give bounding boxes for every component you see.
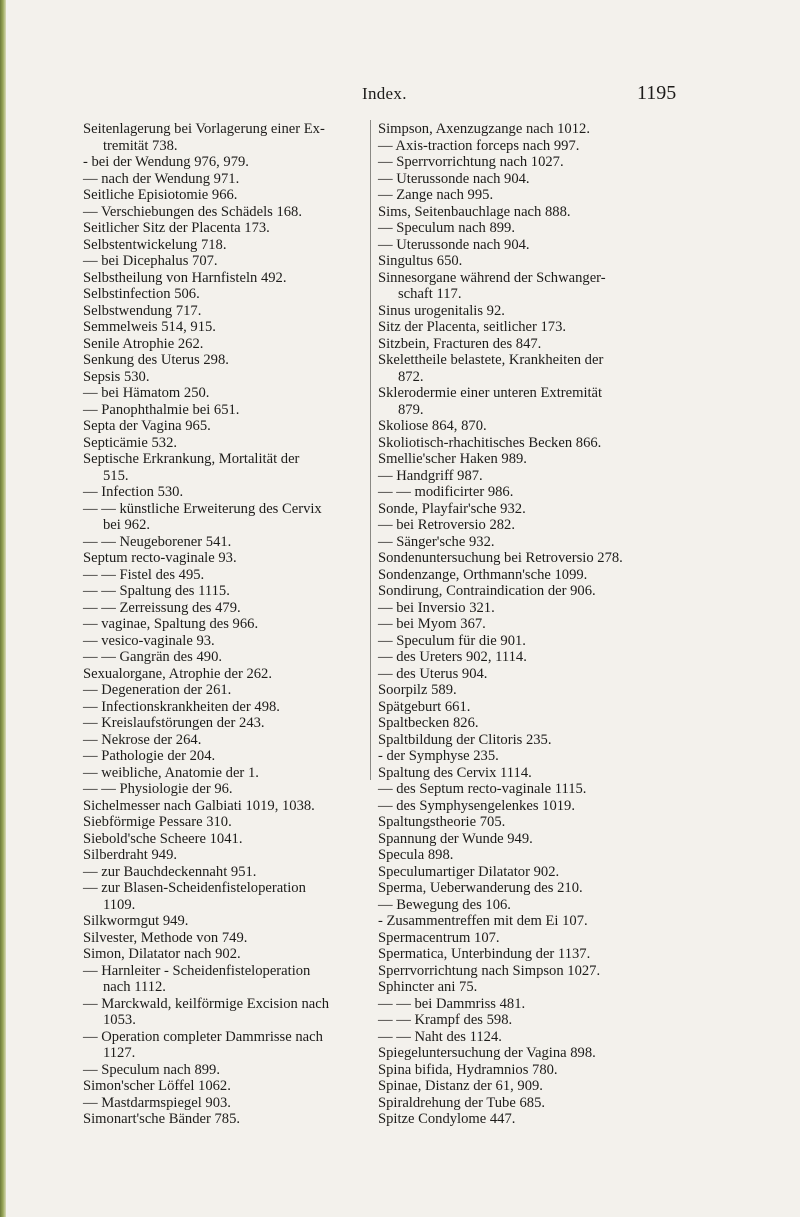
page-number: 1195	[637, 82, 677, 104]
index-entry: — Nekrose der 264.	[83, 731, 202, 748]
index-entry: — bei Hämatom 250.	[83, 385, 210, 401]
index-entry: — bei Retroversio 282.	[378, 517, 515, 533]
index-entry: — Verschiebungen des Schädels 168.	[83, 203, 302, 220]
index-entry: — Operation completer Dammrisse nach	[83, 1028, 323, 1045]
index-entry: Sondenzange, Orthmann'sche 1099.	[378, 566, 588, 583]
index-entry: Sklerodermie einer unteren Extremität	[378, 385, 603, 401]
index-entry: — — Fistel des 495.	[83, 566, 205, 583]
index-entry: Sitz der Placenta, seitlicher 173.	[378, 319, 567, 335]
index-entry: — — modificirter 986.	[378, 484, 514, 500]
index-entry: — Marckwald, keilförmige Excision nach	[83, 995, 329, 1012]
index-entry: Sperrvorrichtung nach Simpson 1027.	[378, 962, 601, 979]
index-entry: Spiraldrehung der Tube 685.	[378, 1094, 546, 1111]
index-column-left	[83, 121, 368, 1128]
index-entry: Septicämie 532.	[83, 434, 178, 451]
index-entry: — des Ureters 902, 1114.	[378, 649, 527, 665]
index-entry: — Zange nach 995.	[378, 187, 494, 203]
index-entry: - bei der Wendung 976, 979.	[83, 154, 249, 170]
index-entry: Sexualorgane, Atrophie der 262.	[83, 665, 272, 682]
index-entry: Senile Atrophie 262.	[83, 335, 204, 352]
index-entry: — — Gangrän des 490.	[83, 649, 223, 665]
index-entry: Sims, Seitenbauchlage nach 888.	[378, 203, 571, 220]
index-entry: — — Neugeborener 541.	[83, 533, 232, 550]
index-entry: Spiegeluntersuchung der Vagina 898.	[378, 1045, 596, 1061]
index-entry: — Infectionskrankheiten der 498.	[83, 698, 280, 715]
index-entry: — bei Inversio 321.	[378, 599, 495, 616]
index-entry: Sinus urogenitalis 92.	[378, 302, 505, 319]
index-entry: — Degeneration der 261.	[83, 682, 232, 698]
index-entry: Spätgeburt 661.	[378, 698, 471, 715]
index-column-right	[378, 121, 678, 1128]
index-entry: Smellie'scher Haken 989.	[378, 451, 527, 467]
index-entry: Singultus 650.	[378, 253, 463, 269]
page-edge	[0, 0, 6, 1217]
index-entry: Spannung der Wunde 949.	[378, 830, 533, 847]
index-entry: Siebold'sche Scheere 1041.	[83, 830, 243, 847]
index-entry: — Kreislaufstörungen der 243.	[83, 715, 265, 731]
index-entry: — — Zerreissung des 479.	[83, 599, 241, 616]
index-entry: Speculumartiger Dilatator 902.	[378, 863, 560, 880]
index-entry: — nach der Wendung 971.	[83, 170, 240, 187]
index-entry: — des Septum recto-vaginale 1115.	[378, 781, 587, 797]
column-divider	[370, 120, 371, 780]
index-entry: Seitenlagerung bei Vorlagerung einer Ex-	[83, 121, 325, 137]
index-entry: — bei Myom 367.	[378, 616, 486, 632]
index-entry: — vesico-vaginale 93.	[83, 632, 215, 649]
index-entry: - der Symphyse 235.	[378, 748, 499, 764]
index-entry: Sinnesorgane während der Schwanger-	[378, 269, 606, 286]
index-entry: Selbstwendung 717.	[83, 302, 202, 319]
page-header	[0, 84, 800, 108]
index-entry: Sepsis 530.	[83, 368, 150, 385]
index-entry: — zur Blasen-Scheidenfisteloperation	[83, 880, 306, 896]
index-entry: 1109.	[103, 896, 136, 913]
index-entry: nach 1112.	[103, 979, 166, 995]
index-entry: — — Physiologie der 96.	[83, 781, 233, 797]
index-entry: — — Spaltung des 1115.	[83, 583, 230, 599]
index-entry: Silberdraht 949.	[83, 847, 178, 863]
index-entry: Selbstentwickelung 718.	[83, 236, 227, 253]
index-entry: Sonde, Playfair'sche 932.	[378, 500, 526, 517]
index-entry: Silkwormgut 949.	[83, 913, 189, 929]
index-entry: 879.	[398, 401, 424, 418]
index-entry: Seitliche Episiotomie 966.	[83, 187, 238, 203]
index-entry: Spaltung des Cervix 1114.	[378, 764, 532, 781]
index-entry: — Bewegung des 106.	[378, 896, 511, 913]
index-entry: Spina bifida, Hydramnios 780.	[378, 1061, 558, 1078]
index-entry: Siebförmige Pessare 310.	[83, 814, 232, 830]
index-entry: 872.	[398, 368, 424, 385]
index-entry: Seitlicher Sitz der Placenta 173.	[83, 220, 270, 236]
index-entry: — Panophthalmie bei 651.	[83, 401, 240, 418]
index-entry: — Uterussonde nach 904.	[378, 236, 530, 253]
index-entry: Sichelmesser nach Galbiati 1019, 1038.	[83, 797, 315, 814]
index-entry: Sperma, Ueberwanderung des 210.	[378, 880, 583, 896]
index-entry: — zur Bauchdeckennaht 951.	[83, 863, 257, 880]
index-entry: — Speculum nach 899.	[378, 220, 515, 236]
index-entry: Spermacentrum 107.	[378, 929, 500, 946]
index-entry: — Harnleiter - Scheidenfisteloperation	[83, 962, 311, 979]
index-entry: — weibliche, Anatomie der 1.	[83, 764, 259, 781]
index-entry: Silvester, Methode von 749.	[83, 929, 248, 946]
index-entry: 515.	[103, 467, 129, 484]
index-entry: — bei Dicephalus 707.	[83, 253, 218, 269]
index-entry: — Uterussonde nach 904.	[378, 170, 530, 187]
index-entry: — — Naht des 1124.	[378, 1028, 502, 1045]
index-entry: Septum recto-vaginale 93.	[83, 550, 237, 566]
index-entry: Simpson, Axenzugzange nach 1012.	[378, 121, 590, 137]
index-entry: Soorpilz 589.	[378, 682, 457, 698]
index-entry: Septische Erkrankung, Mortalität der	[83, 451, 300, 467]
index-entry: Selbstinfection 506.	[83, 286, 200, 302]
index-entry: - Zusammentreffen mit dem Ei 107.	[378, 913, 588, 929]
index-entry: Skoliose 864, 870.	[378, 418, 487, 434]
index-entry: Skelettheile belastete, Krankheiten der	[378, 352, 604, 368]
index-entry: — des Symphysengelenkes 1019.	[378, 797, 575, 814]
index-entry: — Handgriff 987.	[378, 467, 483, 484]
index-entry: Sitzbein, Fracturen des 847.	[378, 335, 542, 352]
index-entry: 1053.	[103, 1012, 136, 1028]
index-entry: Skoliotisch-rhachitisches Becken 866.	[378, 434, 602, 451]
index-entry: — Sperrvorrichtung nach 1027.	[378, 154, 564, 170]
index-entry: — Axis-traction forceps nach 997.	[378, 137, 580, 154]
index-entry: — Sänger'sche 932.	[378, 533, 495, 550]
index-entry: — Mastdarmspiegel 903.	[83, 1094, 231, 1111]
index-entry: Septa der Vagina 965.	[83, 418, 211, 434]
index-entry: Senkung des Uterus 298.	[83, 352, 229, 368]
index-entry: Sondirung, Contraindication der 906.	[378, 583, 596, 599]
index-entry: bei 962.	[103, 517, 151, 533]
index-entry: Spaltbecken 826.	[378, 715, 479, 731]
index-entry: Specula 898.	[378, 847, 454, 863]
index-entry: schaft 117.	[398, 286, 462, 302]
index-entry: tremität 738.	[103, 137, 178, 154]
index-entry: — Speculum nach 899.	[83, 1061, 220, 1078]
index-entry: — vaginae, Spaltung des 966.	[83, 616, 259, 632]
index-entry: Spermatica, Unterbindung der 1137.	[378, 946, 591, 962]
index-entry: — — Krampf des 598.	[378, 1012, 513, 1028]
index-entry: — Infection 530.	[83, 484, 184, 500]
index-entry: Spaltungstheorie 705.	[378, 814, 506, 830]
index-entry: Selbstheilung von Harnfisteln 492.	[83, 269, 287, 286]
index-entry: — — künstliche Erweiterung des Cervix	[83, 500, 322, 517]
index-entry: Spitze Condylome 447.	[378, 1111, 516, 1127]
index-entry: Simonart'sche Bänder 785.	[83, 1111, 241, 1127]
index-entry: — Pathologie der 204.	[83, 748, 216, 764]
index-entry: Spaltbildung der Clitoris 235.	[378, 731, 552, 748]
index-entry: Simon, Dilatator nach 902.	[83, 946, 241, 962]
index-entry: Sphincter ani 75.	[378, 979, 478, 995]
index-entry: — des Uterus 904.	[378, 665, 488, 682]
index-entry: — Speculum für die 901.	[378, 632, 526, 649]
index-entry: Spinae, Distanz der 61, 909.	[378, 1078, 543, 1094]
index-entry: Simon'scher Löffel 1062.	[83, 1078, 231, 1094]
index-entry: — — bei Dammriss 481.	[378, 995, 526, 1012]
running-title: Index.	[362, 84, 407, 103]
index-entry: 1127.	[103, 1045, 136, 1061]
index-entry: Sondenuntersuchung bei Retroversio 278.	[378, 550, 623, 566]
index-entry: Semmelweis 514, 915.	[83, 319, 216, 335]
